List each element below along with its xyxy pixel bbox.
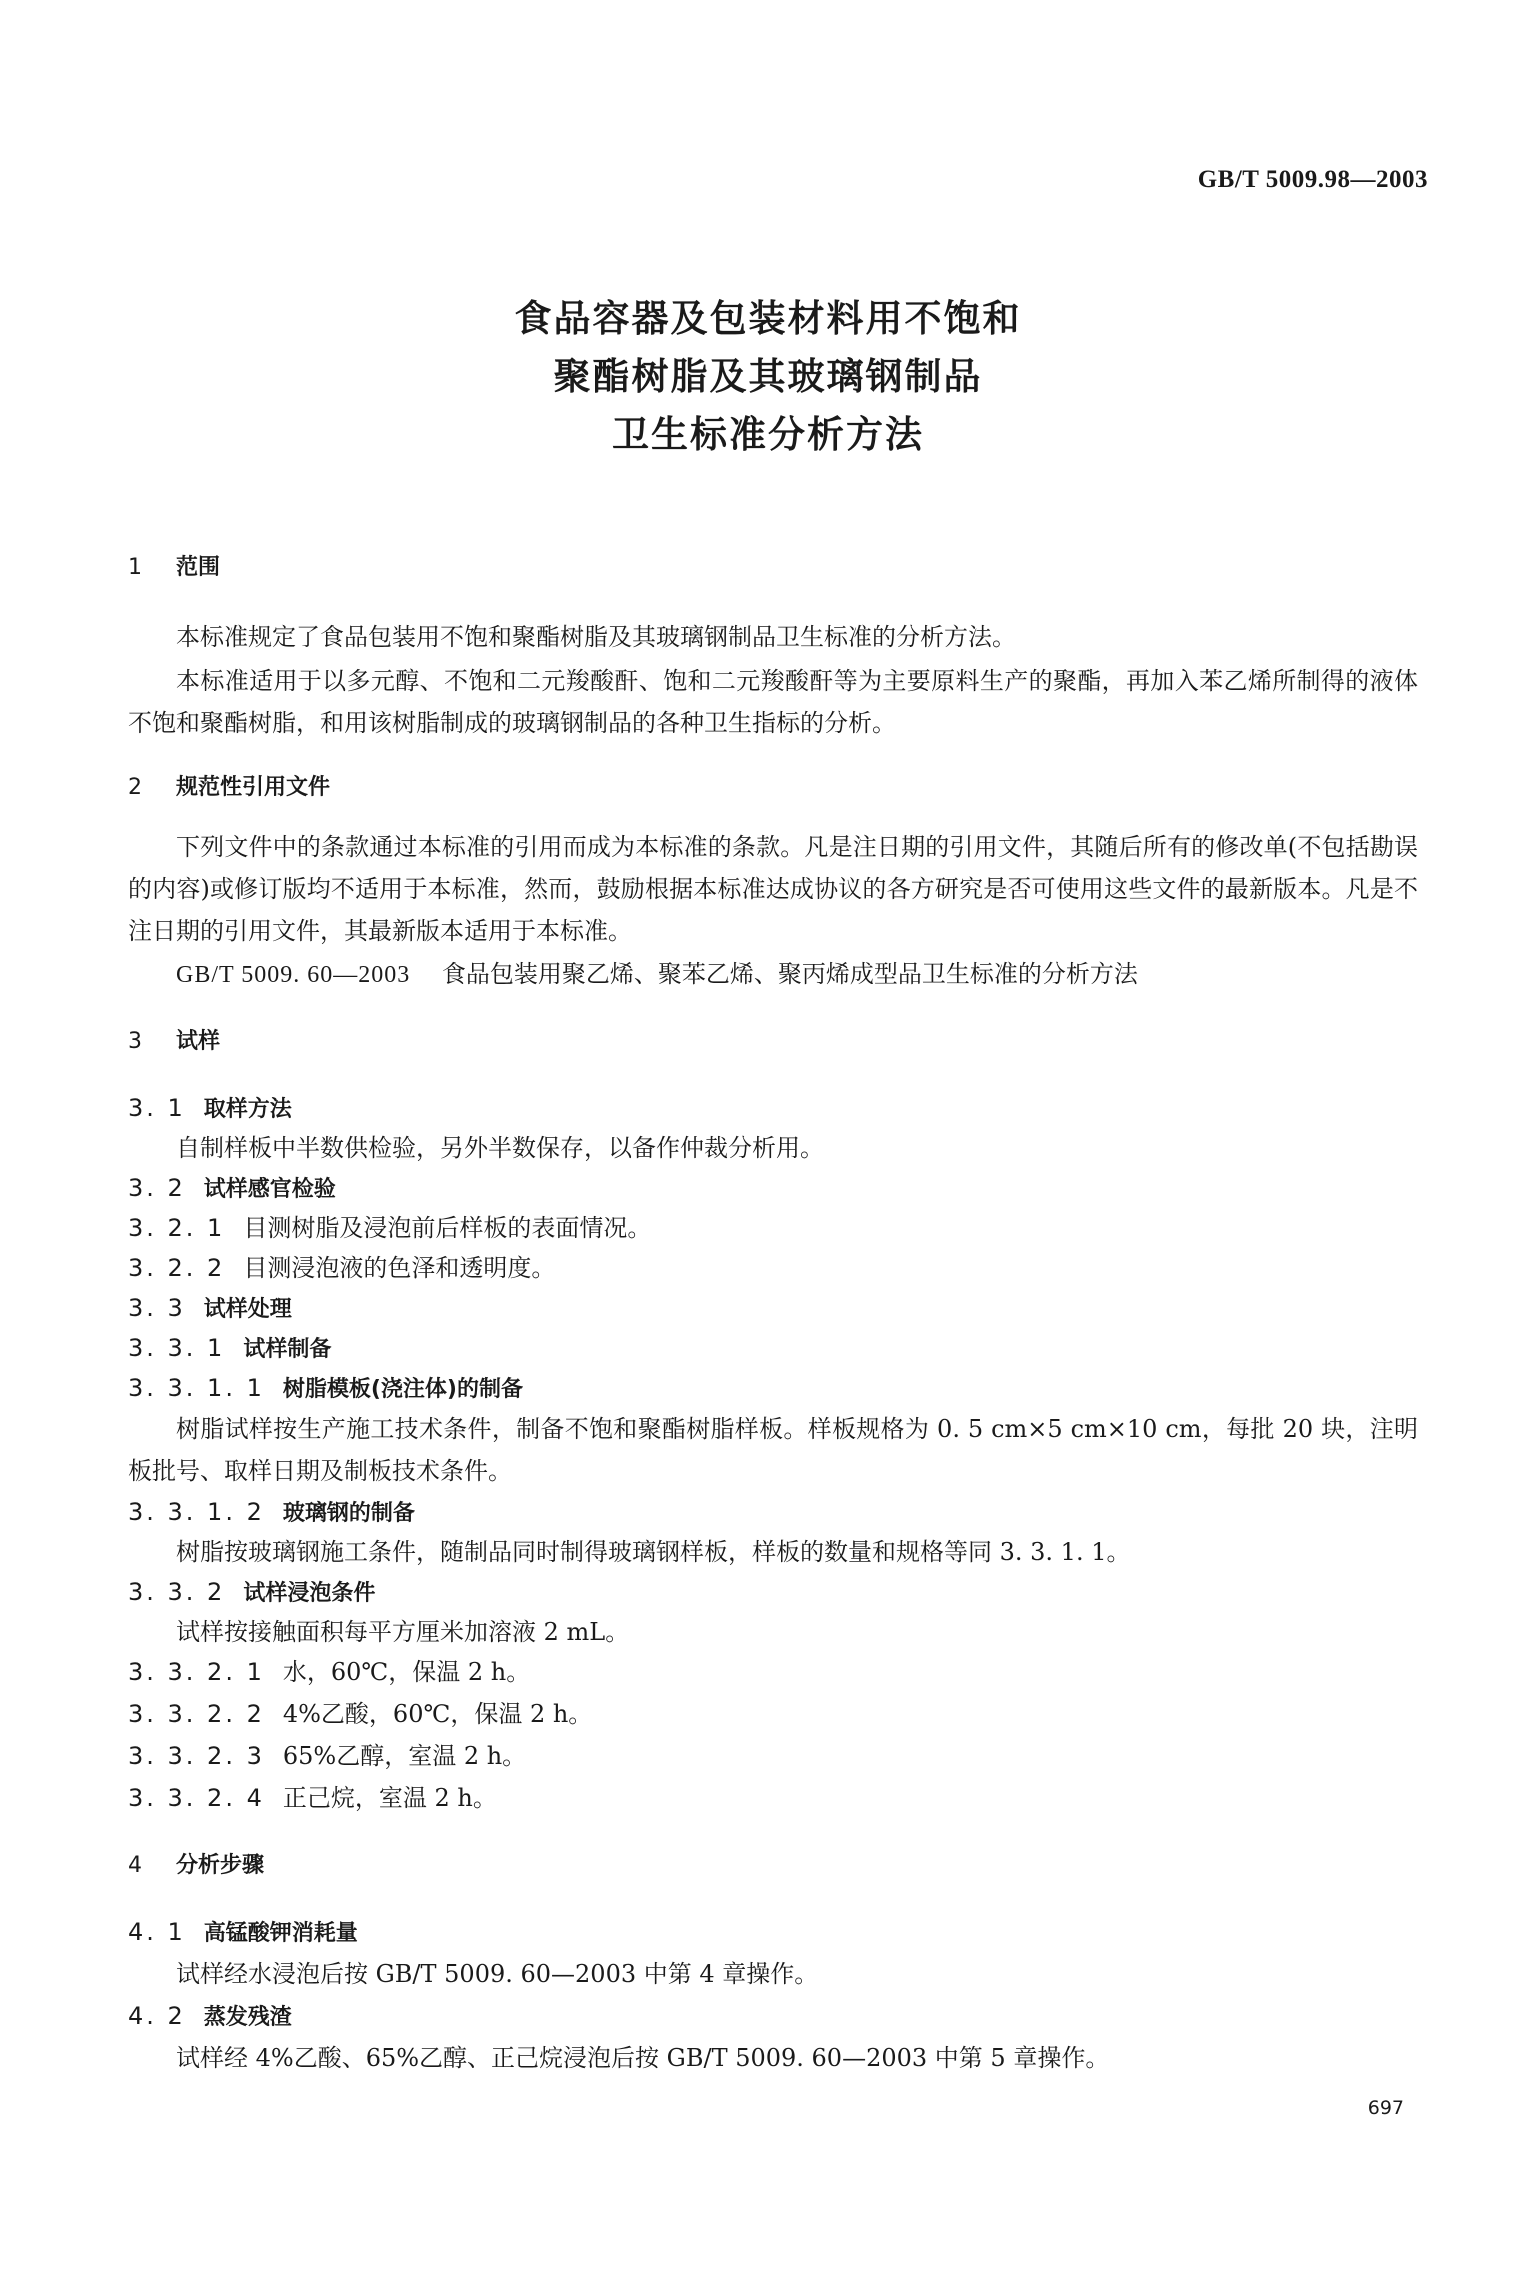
subsection-number: 3. 3. 1. 1	[128, 1374, 265, 1402]
subsection-number: 3. 3. 1	[128, 1334, 226, 1362]
subsection-title: 试样感官检验	[203, 1177, 336, 1202]
item-3-3-2-2	[128, 1696, 592, 1732]
subsection-4-1-heading	[128, 1914, 358, 1952]
item-number: 3. 3. 2. 4	[128, 1784, 265, 1812]
subsection-3-3-2-heading	[128, 1574, 375, 1612]
reference-title: 食品包装用聚乙烯、聚苯乙烯、聚丙烯成型品卫生标准的分析方法	[441, 960, 1138, 988]
subsection-title: 高锰酸钾消耗量	[203, 1921, 358, 1946]
subsection-3-3-heading	[128, 1290, 292, 1328]
item-text: 正己烷，室温 2 h。	[282, 1784, 497, 1812]
subsection-3-1-text: 自制样板中半数供检验，另外半数保存，以备作仲裁分析用。	[176, 1134, 824, 1162]
subsection-number: 3. 3. 2	[128, 1578, 226, 1606]
section-number: 4	[128, 1853, 142, 1878]
item-text: 目测树脂及浸泡前后样板的表面情况。	[243, 1214, 652, 1242]
item-number: 3. 2. 1	[128, 1214, 226, 1242]
item-number: 3. 2. 2	[128, 1254, 226, 1282]
section-number: 1	[128, 555, 142, 580]
section-1-paragraph-1: 本标准规定了食品包装用不饱和聚酯树脂及其玻璃钢制品卫生标准的分析方法。	[176, 623, 1016, 651]
subsection-3-1-heading	[128, 1090, 292, 1128]
page-number: 697	[1367, 2097, 1404, 2119]
item-text: 65%乙醇，室温 2 h。	[282, 1742, 527, 1770]
item-3-3-2-1	[128, 1654, 530, 1690]
title-line-3: 卫生标准分析方法	[612, 413, 924, 456]
subsection-4-1-text: 试样经水浸泡后按 GB/T 5009. 60—2003 中第 4 章操作。	[176, 1960, 819, 1988]
section-2-heading	[128, 770, 330, 806]
subsection-title: 蒸发残渣	[203, 2005, 292, 2030]
title-line-1: 食品容器及包装材料用不饱和	[514, 297, 1022, 340]
title-line-2: 聚酯树脂及其玻璃钢制品	[553, 355, 983, 398]
section-3-heading	[128, 1024, 220, 1060]
section-title: 分析步骤	[176, 1853, 265, 1878]
section-title: 范围	[176, 555, 221, 580]
subsection-3-3-2-text: 试样按接触面积每平方厘米加溶液 2 mL。	[176, 1618, 630, 1646]
item-text: 水，60℃，保温 2 h。	[282, 1658, 531, 1686]
item-3-3-2-3	[128, 1738, 526, 1774]
section-number: 3	[128, 1029, 142, 1054]
subsection-title: 试样浸泡条件	[243, 1581, 376, 1606]
subsection-title: 试样处理	[203, 1297, 292, 1322]
reference-code: GB/T 5009. 60—2003	[176, 962, 411, 988]
item-text: 目测浸泡液的色泽和透明度。	[243, 1254, 556, 1282]
section-1-heading	[128, 550, 220, 586]
subsection-number: 3. 3	[128, 1294, 186, 1322]
subsection-number: 4. 2	[128, 2002, 186, 2030]
section-2-paragraph-1: 下列文件中的条款通过本标准的引用而成为本标准的条款。凡是注日期的引用文件，其随后所有的修改单(不包括勘误的内容)或修订版均不适用于本标准，然而，鼓励根据本标准达成协议的各方研究是否可使用这些文件的最新版本。凡是不注日期的引用文件，其最新版本适用于本标准。	[128, 833, 1419, 945]
subsection-title: 试样制备	[243, 1337, 332, 1362]
subsection-title: 玻璃钢的制备	[282, 1501, 415, 1526]
subsection-title: 取样方法	[203, 1097, 292, 1122]
subsection-number: 4. 1	[128, 1918, 186, 1946]
item-number: 3. 3. 2. 2	[128, 1700, 265, 1728]
item-3-3-2-4	[128, 1780, 497, 1816]
subsection-number: 3. 2	[128, 1174, 186, 1202]
subsection-4-2-heading	[128, 1998, 292, 2036]
subsection-3-3-1-heading	[128, 1330, 331, 1368]
subsection-number: 3. 3. 1. 2	[128, 1498, 265, 1526]
subsection-3-3-1-2-heading	[128, 1494, 415, 1532]
section-title: 规范性引用文件	[176, 775, 331, 800]
subsection-3-3-1-1-text: 树脂试样按生产施工技术条件，制备不饱和聚酯树脂样板。样板规格为 0. 5 cm×5 cm×10 cm，每批 20 块，注明板批号、取样日期及制板技术条件。	[128, 1415, 1418, 1485]
document-title	[0, 290, 1536, 464]
section-title: 试样	[176, 1029, 221, 1054]
subsection-3-2-heading	[128, 1170, 336, 1208]
item-3-2-2	[128, 1250, 555, 1286]
normative-reference	[176, 956, 1138, 993]
section-4-heading	[128, 1848, 264, 1884]
item-text: 4%乙酸，60℃，保温 2 h。	[282, 1700, 593, 1728]
section-number: 2	[128, 775, 142, 800]
item-3-2-1	[128, 1210, 651, 1246]
item-number: 3. 3. 2. 3	[128, 1742, 265, 1770]
subsection-title: 树脂模板(浇注体)的制备	[282, 1377, 523, 1402]
subsection-number: 3. 1	[128, 1094, 186, 1122]
subsection-3-3-1-2-text: 树脂按玻璃钢施工条件，随制品同时制得玻璃钢样板，样板的数量和规格等同 3. 3. 1. 1。	[176, 1538, 1131, 1566]
item-number: 3. 3. 2. 1	[128, 1658, 265, 1686]
subsection-3-3-1-1-heading	[128, 1370, 523, 1408]
standard-code: GB/T 5009.98—2003	[1197, 166, 1428, 193]
subsection-4-2-text: 试样经 4%乙酸、65%乙醇、正己烷浸泡后按 GB/T 5009. 60—2003 中第 5 章操作。	[176, 2044, 1110, 2072]
section-1-paragraph-2: 本标准适用于以多元醇、不饱和二元羧酸酐、饱和二元羧酸酐等为主要原料生产的聚酯，再加入苯乙烯所制得的液体不饱和聚酯树脂，和用该树脂制成的玻璃钢制品的各种卫生指标的分析。	[128, 667, 1418, 737]
